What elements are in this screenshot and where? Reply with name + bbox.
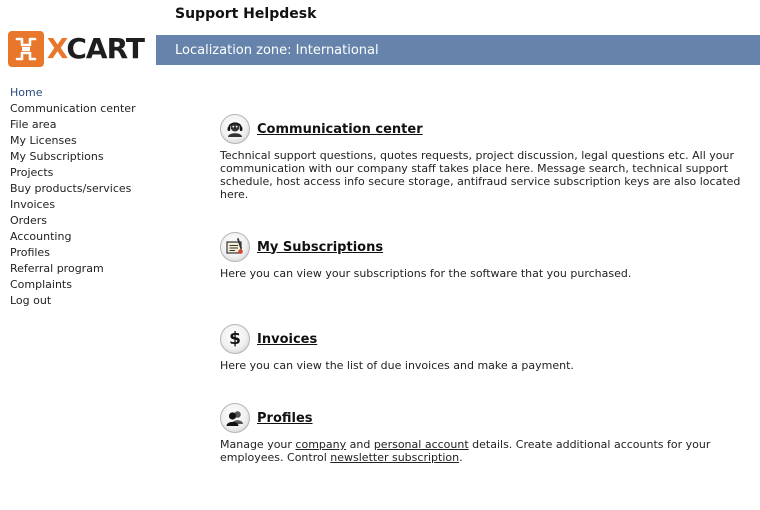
- invoices-link[interactable]: Invoices: [257, 331, 318, 347]
- sidebar-item-projects[interactable]: Projects: [10, 166, 54, 179]
- sidebar-item-profiles[interactable]: Profiles: [10, 246, 50, 259]
- logo-x: X: [46, 32, 67, 65]
- profiles-desc-part-4: .: [459, 451, 463, 464]
- sidebar-item-orders[interactable]: Orders: [10, 214, 47, 227]
- dollar-icon[interactable]: [220, 324, 250, 354]
- profiles-desc-part-3: details. Create additional accounts for your employees. Control: [220, 438, 711, 464]
- dollar-symbol: $: [229, 328, 241, 349]
- section-profiles: [220, 402, 750, 464]
- logo-wordmark: [47, 31, 144, 67]
- users-icon[interactable]: [220, 403, 250, 433]
- sidebar-item-communication-center[interactable]: Communication center: [10, 102, 136, 115]
- communication-center-description: Technical support questions, quotes requests, project discussion, legal questions etc. All your communication with our company staff takes place here. Message search, technical support schedule, host access info secure storage, antifraud service subscription keys are also located here.: [220, 149, 741, 201]
- sidebar-item-buy-products[interactable]: Buy products/services: [10, 182, 132, 195]
- cart-icon: [8, 31, 44, 67]
- logo-cart: CART: [66, 32, 144, 65]
- support-agent-icon[interactable]: [220, 114, 250, 144]
- xcart-logo[interactable]: [8, 31, 144, 67]
- sidebar-item-file-area[interactable]: File area: [10, 118, 57, 131]
- my-subscriptions-description: Here you can view your subscriptions for the software that you purchased.: [220, 267, 632, 280]
- localization-zone-label: Localization zone: International: [175, 42, 379, 58]
- section-invoices: [220, 323, 750, 372]
- invoices-description: Here you can view the list of due invoices and make a payment.: [220, 359, 574, 372]
- sidebar-item-home[interactable]: Home: [10, 86, 43, 99]
- sidebar-item-accounting[interactable]: Accounting: [10, 230, 72, 243]
- sidebar-item-complaints[interactable]: Complaints: [10, 278, 72, 291]
- sidebar-item-my-licenses[interactable]: My Licenses: [10, 134, 77, 147]
- personal-account-link[interactable]: personal account: [373, 438, 469, 451]
- profiles-link[interactable]: Profiles: [257, 410, 313, 426]
- profiles-desc-part-2: and: [346, 438, 374, 451]
- communication-center-link[interactable]: Communication center: [257, 121, 423, 137]
- subscription-certificate-icon[interactable]: [220, 232, 250, 262]
- sidebar-item-invoices[interactable]: Invoices: [10, 198, 56, 211]
- localization-zone-bar: [156, 35, 760, 65]
- profiles-desc-part-1: Manage your: [220, 438, 296, 451]
- sidebar-item-log-out[interactable]: Log out: [10, 294, 52, 307]
- section-communication-center: [220, 113, 750, 201]
- profiles-description: [220, 438, 750, 464]
- newsletter-subscription-link[interactable]: newsletter subscription: [330, 451, 460, 464]
- sidebar-item-my-subscriptions[interactable]: My Subscriptions: [10, 150, 104, 163]
- company-link[interactable]: company: [295, 438, 347, 451]
- page-title: Support Helpdesk: [175, 6, 317, 22]
- sidebar-nav: [10, 85, 160, 309]
- sidebar-item-referral-program[interactable]: Referral program: [10, 262, 104, 275]
- section-my-subscriptions: [220, 231, 750, 280]
- my-subscriptions-link[interactable]: My Subscriptions: [257, 239, 384, 255]
